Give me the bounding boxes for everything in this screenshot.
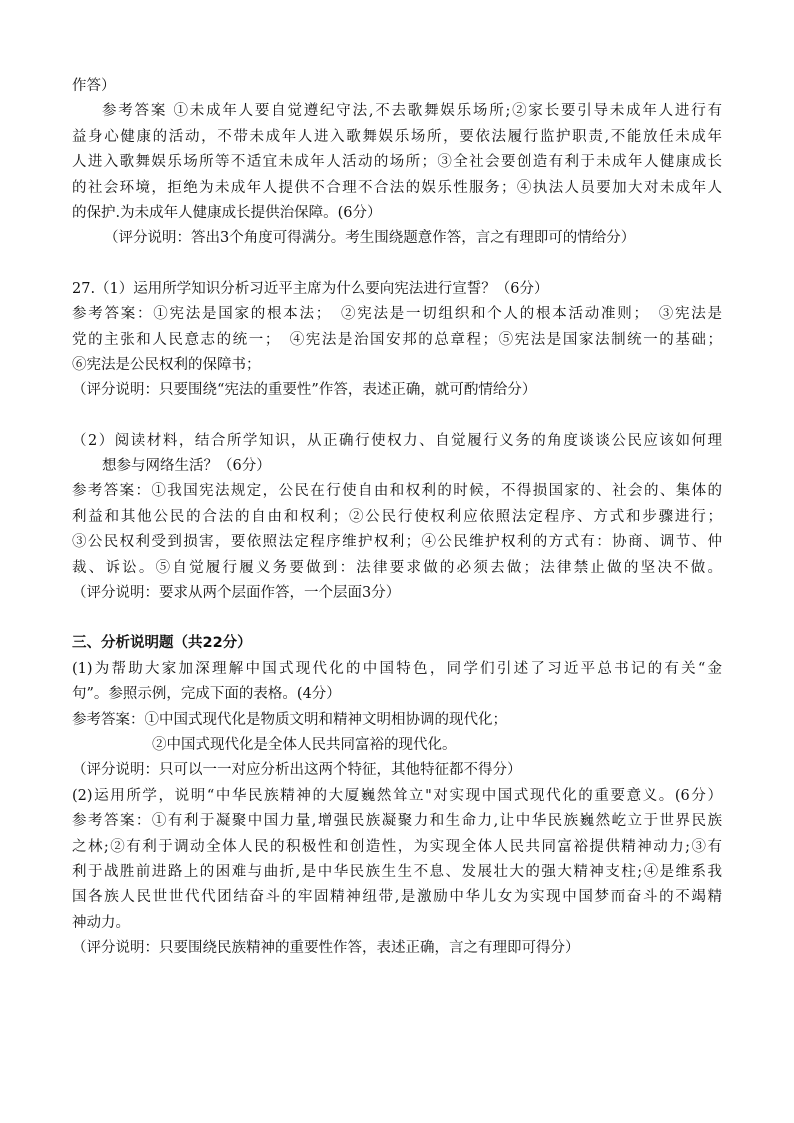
question-27-1: 27.（1）运用所学知识分析习近平主席为什么要向宪法进行宣誓？（6分） bbox=[72, 280, 549, 297]
text-line: 利益和其他公民的合法的自由和权利；②公民行使权利应依照法定程序、方式和步骤进行； bbox=[72, 508, 722, 525]
text-line: 神动力。 bbox=[72, 914, 130, 931]
scoring-note: （评分说明：要求从两个层面作答，一个层面3分） bbox=[72, 585, 401, 602]
text-line: 之林;②有利于调动全体人民的积极性和创造性，为实现全体人民共同富裕提供精神动力;③有 bbox=[72, 838, 722, 855]
text-line: ②中国式现代化是全体人民共同富裕的现代化。 bbox=[152, 736, 457, 753]
text-line: 利于战胜前进路上的困难与曲折,是中华民族生生不息、发展壮大的强大精神支柱;④是维系我 bbox=[72, 863, 722, 880]
text-line: 国各族人民世世代代团结奋斗的牢固精神纽带,是激励中华儿女为实现中国梦而奋斗的不竭精 bbox=[72, 889, 722, 906]
text-line: ⑥宪法是公民权利的保障书； bbox=[72, 356, 261, 373]
text-line: 作答） bbox=[72, 78, 116, 94]
text-line: 人进入歌舞娱乐场所等不适宜未成年人活动的场所；③全社会要创造有利于未成年人健康成长 bbox=[72, 154, 722, 171]
answer-document bbox=[72, 74, 722, 962]
scoring-note: （评分说明：只要围绕民族精神的重要性作答，表述正确，言之有理即可得分） bbox=[72, 940, 580, 957]
text-line: ③公民权利受到损害，要依照法定程序维护权利；④公民维护权利的方式有：协商、调节、仲 bbox=[72, 534, 722, 551]
text-line: 参考答案：①中国式现代化是物质文明和精神文明相协调的现代化； bbox=[72, 711, 507, 728]
question-1: (1)为帮助大家加深理解中国式现代化的中国特色，同学们引述了习近平总书记的有关“金 bbox=[72, 660, 722, 677]
text-line: 裁、诉讼。⑤自觉履行履义务要做到：法律要求做的必须去做；法律禁止做的坚决不做。 bbox=[72, 559, 722, 576]
text-line: 想参与网络生活？（6分） bbox=[102, 458, 271, 475]
scoring-note: （评分说明：只可以一一对应分析出这两个特征，其他特征都不得分） bbox=[72, 762, 522, 779]
text-line: 益身心健康的活动，不带未成年人进入歌舞娱乐场所，要依法履行监护职责,不能放任未成年 bbox=[72, 128, 722, 145]
text-line: 参考答案 ①未成年人要自觉遵纪守法,不去歌舞娱乐场所;②家长要引导未成年人进行有 bbox=[102, 103, 722, 120]
text-line: 党的主张和人民意志的统一； ④宪法是治国安邦的总章程；⑤宪法是国家法制统一的基础； bbox=[72, 331, 722, 348]
text-line: 参考答案：①宪法是国家的根本法； ②宪法是一切组织和个人的根本活动准则； ③宪法是 bbox=[72, 306, 722, 323]
text-line: 参考答案：①有利于凝聚中国力量,增强民族凝聚力和生命力,让中华民族巍然屹立于世界民族 bbox=[72, 813, 722, 830]
text-line: 句”。参照示例，完成下面的表格。(4分） bbox=[72, 686, 341, 703]
text-line: 的保护.为未成年人健康成长提供治保障。(6分） bbox=[72, 204, 382, 221]
scoring-note: （评分说明：只要围绕“宪法的重要性”作答，表述正确，就可酌情给分） bbox=[72, 382, 537, 399]
section-heading: 三、分析说明题（共22分） bbox=[72, 635, 252, 652]
text-line: 参考答案：①我国宪法规定，公民在行使自由和权利的时候，不得损国家的、社会的、集体的 bbox=[72, 483, 722, 500]
question-27-2: （2）阅读材料，结合所学知识，从正确行使权力、自觉履行义务的角度谈谈公民应该如何理 bbox=[72, 432, 722, 449]
text-line: 的社会环境，拒绝为未成年人提供不合理不合法的娱乐性服务；④执法人员要加大对未成年人 bbox=[72, 179, 722, 196]
scoring-note: （评分说明：答出3个角度可得满分。考生围绕题意作答，言之有理即可的情给分） bbox=[104, 230, 636, 247]
question-2: (2)运用所学，说明“中华民族精神的大厦巍然耸立"对实现中国式现代化的重要意义。(6分） bbox=[72, 787, 722, 804]
